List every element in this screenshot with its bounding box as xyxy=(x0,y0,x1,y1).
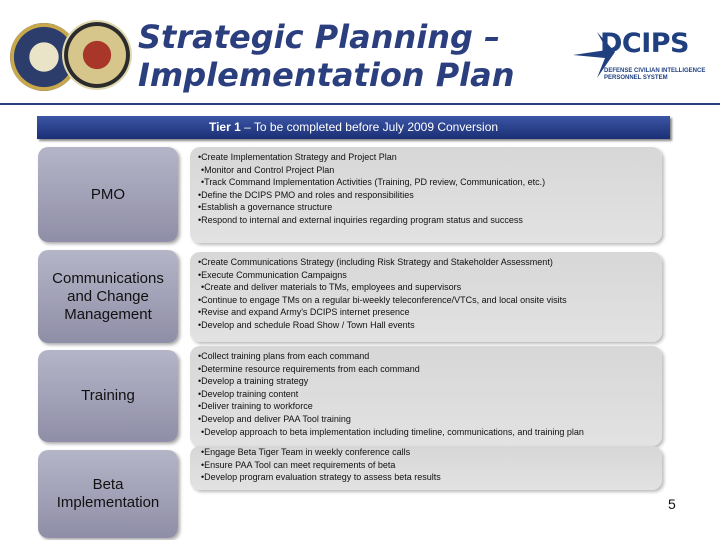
task-item: •Develop and schedule Road Show / Town Hall events xyxy=(198,319,415,330)
task-item: •Deliver training to workforce xyxy=(198,401,313,412)
task-item: •Develop a training strategy xyxy=(198,376,309,387)
task-item: •Track Command Implementation Activities (Training, PD review, Communication, etc.) xyxy=(201,177,546,188)
category-box-pmo: PMO xyxy=(38,147,178,242)
title-line-2: Implementation Plan xyxy=(138,56,515,94)
task-item: •Collect training plans from each command xyxy=(198,351,370,361)
task-item: •Ensure PAA Tool can meet requirements of beta xyxy=(201,459,396,470)
task-item: •Engage Beta Tiger Team in weekly conference calls xyxy=(201,447,411,457)
task-item: •Execute Communication Campaigns xyxy=(198,269,347,280)
task-item: •Define the DCIPS PMO and roles and responsibilities xyxy=(198,189,414,200)
category-box-communications: Communications and Change Management xyxy=(38,250,178,343)
task-item: •Develop approach to beta implementation including timeline, communications, and training plan xyxy=(201,426,584,437)
tasks-box-pmo xyxy=(190,147,662,243)
task-item: •Create Communications Strategy (including Risk Strategy and Stakeholder Assessment) xyxy=(198,257,553,267)
tasks-box-communications xyxy=(190,252,662,342)
dcips-logo-text: DCIPS xyxy=(600,28,690,59)
task-item: •Create and deliver materials to TMs, employees and supervisors xyxy=(201,282,462,293)
dcips-logo-subtitle: DEFENSE CIVILIAN INTELLIGENCE PERSONNEL SYSTEM xyxy=(604,68,706,81)
category-box-beta-implementation: Beta Implementation xyxy=(38,450,178,538)
task-item: •Establish a governance structure xyxy=(198,202,333,213)
header-divider xyxy=(0,103,720,105)
task-item: •Respond to internal and external inquiries regarding program status and success xyxy=(198,214,523,225)
task-item: •Determine resource requirements from each command xyxy=(198,363,420,374)
tasks-box-training xyxy=(190,346,662,446)
title-line-1: Strategic Planning – xyxy=(138,18,501,56)
task-item: •Develop and deliver PAA Tool training xyxy=(198,413,351,424)
task-item: •Develop program evaluation strategy to assess beta results xyxy=(201,472,441,483)
task-item: •Create Implementation Strategy and Project Plan xyxy=(198,152,397,162)
tier-banner: Tier 1 – To be completed before July 2009 Conversion xyxy=(37,116,670,139)
category-box-training: Training xyxy=(38,350,178,442)
task-item: •Continue to engage TMs on a regular bi-weekly teleconference/VTCs, and local onsite visits xyxy=(198,294,567,305)
tasks-box-beta-implementation xyxy=(190,446,662,490)
military-intelligence-seal-logo xyxy=(62,20,132,90)
page-title xyxy=(138,18,515,94)
task-item: •Develop training content xyxy=(198,388,299,399)
task-item: •Revise and expand Army's DCIPS internet presence xyxy=(198,307,410,318)
task-item: •Monitor and Control Project Plan xyxy=(201,164,335,175)
page-number: 5 xyxy=(668,496,676,512)
